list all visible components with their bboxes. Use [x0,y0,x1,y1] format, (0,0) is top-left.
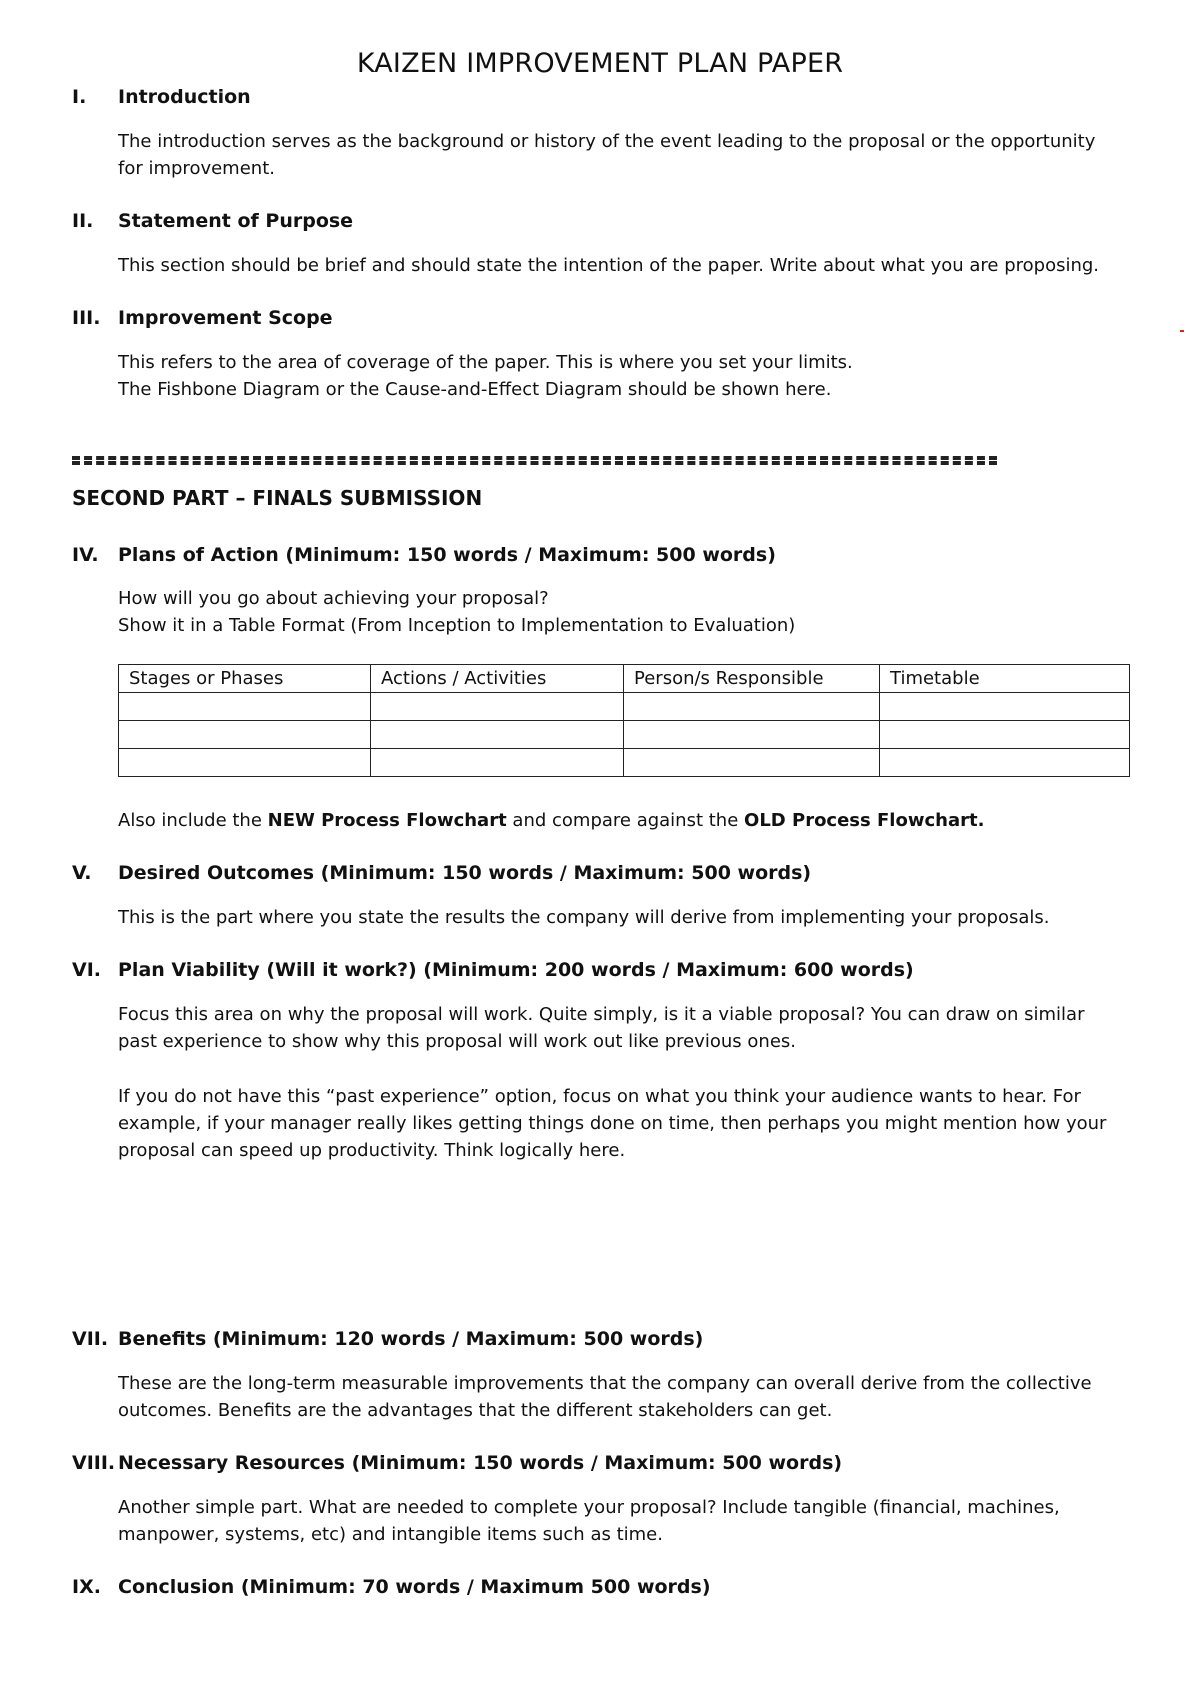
flowchart-note-new: NEW Process Flowchart [267,810,507,831]
section-number-6: VI. [72,959,101,981]
section-heading-statement-of-purpose: Statement of Purpose [118,210,354,232]
table-row [119,693,1130,721]
table-cell [119,721,371,749]
document-title: KAIZEN IMPROVEMENT PLAN PAPER [356,48,844,79]
section-number-3: III. [72,307,101,329]
scope-line-1: This refers to the area of coverage of the paper. This is where you set your limits. [118,352,853,373]
flowchart-note [118,807,984,834]
red-mark [1180,330,1184,332]
table-cell [880,721,1130,749]
second-part-heading: SECOND PART – FINALS SUBMISSION [72,486,483,510]
section-heading-plans-of-action: Plans of Action (Minimum: 150 words / Maximum: 500 words) [118,544,776,566]
section-number-1: I. [72,86,87,108]
section-heading-conclusion: Conclusion (Minimum: 70 words / Maximum 500 words) [118,1576,711,1598]
section-heading-necessary-resources: Necessary Resources (Minimum: 150 words / Maximum: 500 words) [118,1452,843,1474]
purpose-line-1: This section should be brief and should state the intention of the paper. Write about what you are proposing. [118,255,1100,276]
introduction-line-2: for improvement. [118,158,275,179]
table-cell [880,693,1130,721]
table-header-cell: Stages or Phases [119,665,371,693]
flowchart-note-pre: Also include the [118,810,268,831]
section-heading-desired-outcomes: Desired Outcomes (Minimum: 150 words / Maximum: 500 words) [118,862,812,884]
table-cell [119,749,371,777]
table-cell [371,721,624,749]
section-heading-plan-viability: Plan Viability (Will it work?) (Minimum: 200 words / Maximum: 600 words) [118,959,914,981]
table-row [119,721,1130,749]
outcomes-line-1: This is the part where you state the results the company will derive from implementing your proposals. [118,907,1050,928]
table-header-row [119,665,1130,693]
table-cell [119,693,371,721]
scope-line-2: The Fishbone Diagram or the Cause-and-Effect Diagram should be shown here. [118,379,832,400]
table-cell [624,721,880,749]
section-number-5: V. [72,862,92,884]
table-header-cell: Timetable [880,665,1130,693]
table-cell [880,749,1130,777]
section-heading-introduction: Introduction [118,86,251,108]
flowchart-note-old: OLD Process Flowchart [744,810,978,831]
viability-line-5: proposal can speed up productivity. Think logically here. [118,1140,626,1161]
table-row [119,749,1130,777]
table-cell [371,749,624,777]
resources-line-2: manpower, systems, etc) and intangible items such as time. [118,1524,663,1545]
section-number-9: IX. [72,1576,101,1598]
table-header-cell: Actions / Activities [371,665,624,693]
plans-of-action-table [118,664,1130,777]
dashed-divider [72,456,997,465]
viability-line-1: Focus this area on why the proposal will work. Quite simply, is it a viable proposal? You can draw on similar [118,1004,1085,1025]
section-heading-benefits: Benefits (Minimum: 120 words / Maximum: 500 words) [118,1328,704,1350]
flowchart-note-mid: and compare against the [506,810,745,831]
resources-line-1: Another simple part. What are needed to complete your proposal? Include tangible (financial, machines, [118,1497,1060,1518]
flowchart-note-end: . [977,810,985,831]
table-header-cell: Person/s Responsible [624,665,880,693]
viability-line-3: If you do not have this “past experience” option, focus on what you think your audience wants to hear. For [118,1086,1081,1107]
viability-line-2: past experience to show why this proposal will work out like previous ones. [118,1031,796,1052]
viability-line-4: example, if your manager really likes getting things done on time, then perhaps you might mention how your [118,1113,1107,1134]
section-number-7: VII. [72,1328,109,1350]
plans-line-1: How will you go about achieving your proposal? [118,588,549,609]
benefits-line-1: These are the long-term measurable improvements that the company can overall derive from the collective [118,1373,1092,1394]
introduction-line-1: The introduction serves as the background or history of the event leading to the proposal or the opportunity [118,131,1096,152]
section-heading-improvement-scope: Improvement Scope [118,307,333,329]
table-cell [624,693,880,721]
section-number-4: IV. [72,544,99,566]
section-number-2: II. [72,210,94,232]
benefits-line-2: outcomes. Benefits are the advantages that the different stakeholders can get. [118,1400,833,1421]
section-number-8: VIII. [72,1452,116,1474]
table-cell [624,749,880,777]
plans-line-2: Show it in a Table Format (From Inception to Implementation to Evaluation) [118,615,796,636]
table-cell [371,693,624,721]
